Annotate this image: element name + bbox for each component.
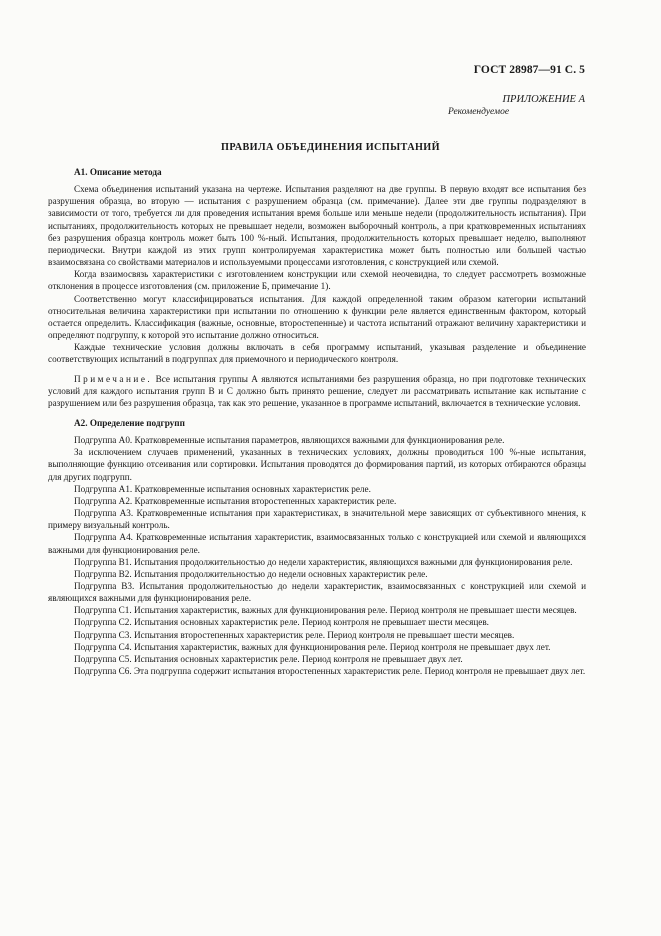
paragraph: Подгруппа А4. Кратковременные испытания характеристик, взаимосвязанных только с конструкцией или схемой и являющихся важными для функционирования реле. [48, 532, 586, 555]
paragraph: Подгруппа С4. Испытания характеристик, важных для функционирования реле. Период контроля не превышает двух лет. [74, 641, 551, 652]
paragraph: Когда взаимосвязь характеристики с изготовлением конструкции или схемой неочевидна, то следует рассмотреть возможные отклонения в процессе изготовления (см. приложение Б, примечание 1). [48, 269, 586, 292]
paragraph: Подгруппа А2. Кратковременные испытания второстепенных характеристик реле. [74, 495, 397, 506]
page-title: ПРАВИЛА ОБЪЕДИНЕНИЯ ИСПЫТАНИЙ [221, 142, 440, 153]
appendix-label [445, 94, 585, 118]
note-label: Примечание. [74, 373, 153, 384]
paragraph: Подгруппа А0. Кратковременные испытания параметров, являющихся важными для функционирования реле. [74, 435, 505, 446]
paragraph: Подгруппа В1. Испытания продолжительностью до недели характеристик, являющихся важными для функционирования реле. [74, 556, 573, 567]
paragraph: Каждые технические условия должны включать в себя программу испытаний, указывая разделение и объединение соответствующих испытаний в подгруппах для приемочного и периодического контроля. [48, 342, 586, 365]
paragraph: Подгруппа С1. Испытания характеристик, важных для функционирования реле. Период контроля не превышает шести месяцев. [74, 605, 577, 616]
document-reference: ГОСТ 28987—91 С. 5 [473, 64, 585, 76]
note-paragraph [48, 373, 586, 409]
paragraph: Подгруппа С2. Испытания основных характеристик реле. Период контроля не превышает шести месяцев. [74, 617, 489, 628]
paragraph: Схема объединения испытаний указана на чертеже. Испытания разделяют на две группы. В первую входят все испытания без разрушения образца, во вторую — испытания с разрушением образца (см. примечание). Далее эти две группы подразделяют в зависимости от того, требуется ли для проведения испытания время больше или меньше недели (продолжительность испытания). При испытаниях, продолжительность которых не превышает недели, возможен выборочный контроль, а при кратковременных испытаниях без разрушения образца контроль может быть 100 %-ный. Испытания, продолжительность которых превышает неделю, выполняют периодически. Внутри каждой из этих групп контролируемая характеристика может быть полностью или большей частью взаимосвязана со свойствами материалов и используемыми процессами изготовления, с конструкцией или схемой. [48, 184, 586, 268]
paragraph: Подгруппа С6. Эта подгруппа содержит испытания второстепенных характеристик реле. Период контроля не превышает двух лет. [74, 666, 586, 677]
note-text: Все испытания группы А являются испытаниями без разрушения образца, но при подготовке технических условий для каждого испытания групп В и С должно быть принято решение, следует ли рассматривать испытание как испытание с разрушением или без разрушения образца, так как это решение, указанное в программе испытаний, включается в технические условия. [48, 373, 586, 408]
section-heading-a2: A2. Определение подгрупп [74, 417, 185, 428]
paragraph: Подгруппа А1. Кратковременные испытания основных характеристик реле. [74, 483, 371, 494]
appendix-note: Рекомендуемое [448, 107, 510, 117]
appendix-title: ПРИЛОЖЕНИЕ А [502, 94, 585, 105]
paragraph: За исключением случаев применений, указанных в технических условиях, должны проводиться 100 %-ные испытания, выполняющие функцию отсеивания или сортировки. Испытания проводятся до формирования партий, из которых отбираются образцы для других подгрупп. [48, 447, 586, 482]
section-heading-a1: A1. Описание метода [74, 167, 162, 177]
paragraph: Подгруппа С3. Испытания второстепенных характеристик реле. Период контроля не превышает шести месяцев. [74, 629, 515, 640]
paragraph: Подгруппа В3. Испытания продолжительностью до недели характеристик, взаимосвязанных с конструкцией или схемой и являющихся важными для функционирования реле. [48, 581, 586, 604]
paragraph: Подгруппа С5. Испытания основных характеристик реле. Период контроля не превышает двух лет. [74, 653, 463, 664]
document-body [48, 166, 586, 677]
paragraph: Подгруппа В2. Испытания продолжительностью до недели основных характеристик реле. [74, 568, 428, 579]
paragraph: Подгруппа А3. Кратковременные испытания при характеристиках, в значительной мере зависящих от субъективного мнения, к примеру визуальный контроль. [48, 508, 586, 531]
paragraph: Соответственно могут классифицироваться испытания. Для каждой определенной таким образом категории испытаний относительная величина характеристики при испытании по отношению к функции реле является единственным фактором, который остается определить. Классификация (важные, основные, второстепенные) и частота испытаний отражают величину характеристики и определяют подгруппу, к которой это испытание должно относиться. [48, 293, 586, 341]
